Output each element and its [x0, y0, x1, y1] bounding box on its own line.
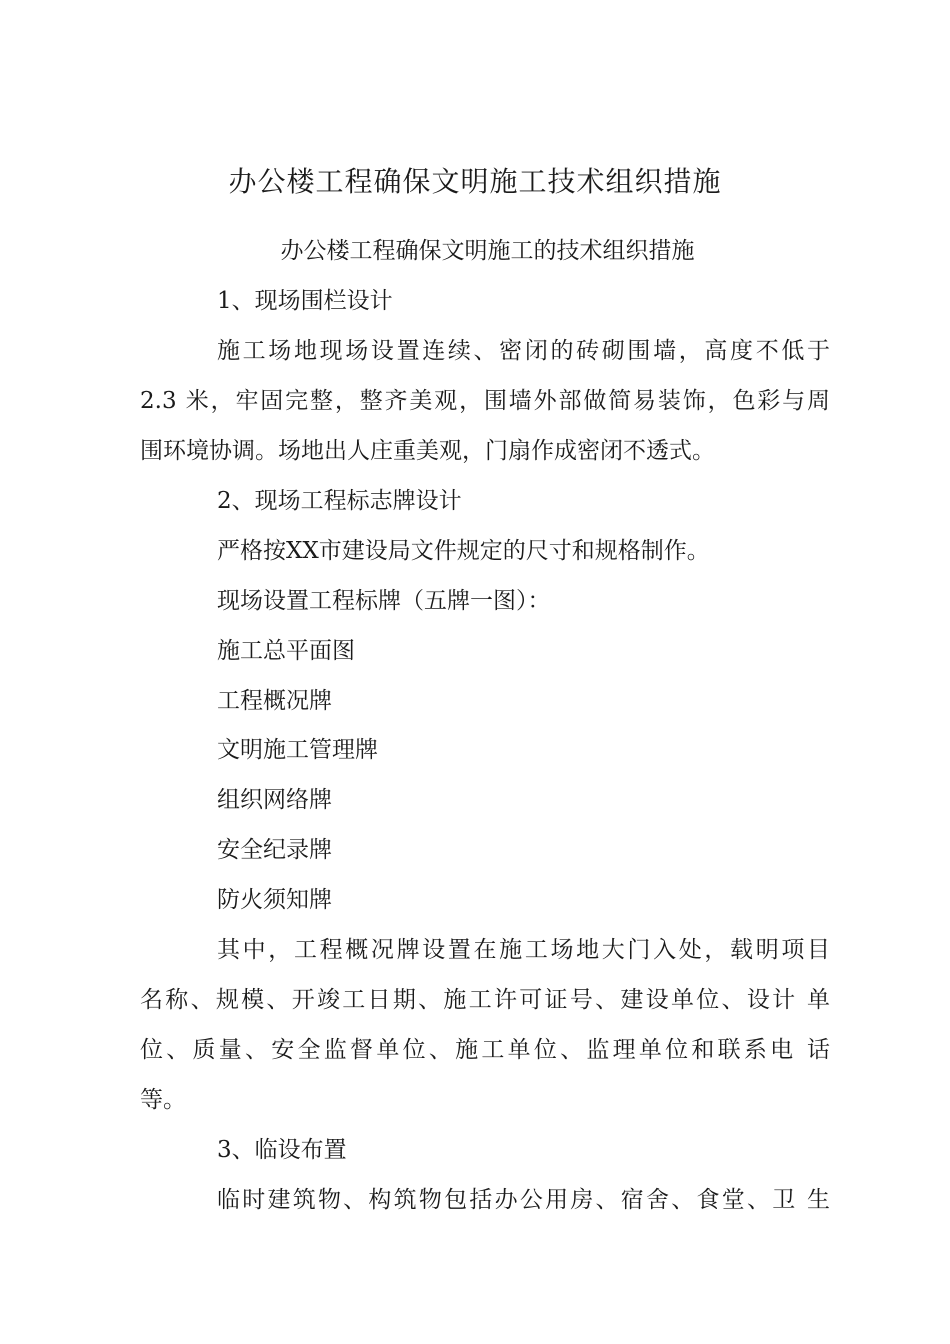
- list-item: 工程概况牌: [217, 688, 332, 714]
- paragraph-line: 其中，工程概况牌设置在施工场地大门入处，载明项目: [217, 937, 830, 963]
- list-item: 防火须知牌: [217, 887, 332, 913]
- paragraph-line: 名称、规模、开竣工日期、施工许可证号、建设单位、设计 单: [140, 987, 830, 1013]
- document-subtitle: 办公楼工程确保文明施工的技术组织措施: [280, 238, 695, 264]
- section-heading: 1、现场围栏设计: [217, 288, 393, 314]
- list-item: 组织网络牌: [217, 787, 332, 813]
- list-item: 文明施工管理牌: [217, 737, 378, 763]
- list-item: 施工总平面图: [217, 638, 355, 664]
- list-item: 安全纪录牌: [217, 837, 332, 863]
- paragraph-line: 现场设置工程标牌（五牌一图）：: [217, 588, 551, 614]
- paragraph-line: 2.3 米，牢固完整，整齐美观，围墙外部做简易装饰，色彩与周: [140, 388, 830, 414]
- paragraph-line: 严格按XX市建设局文件规定的尺寸和规格制作。: [217, 538, 710, 564]
- document-title: 办公楼工程确保文明施工技术组织措施: [228, 165, 722, 198]
- paragraph-line: 临时建筑物、构筑物包括办公用房、宿舍、食堂、卫 生: [217, 1187, 830, 1213]
- paragraph-line: 围环境协调。场地出人庄重美观，门扇作成密闭不透式。: [140, 438, 715, 464]
- paragraph-line: 施工场地现场设置连续、密闭的砖砌围墙，高度不低于: [217, 338, 830, 364]
- paragraph-line: 位、质量、安全监督单位、施工单位、监理单位和联系电 话: [140, 1037, 830, 1063]
- section-heading: 3、临设布置: [217, 1137, 347, 1163]
- section-heading: 2、现场工程标志牌设计: [217, 488, 462, 514]
- paragraph-line: 等。: [140, 1087, 186, 1113]
